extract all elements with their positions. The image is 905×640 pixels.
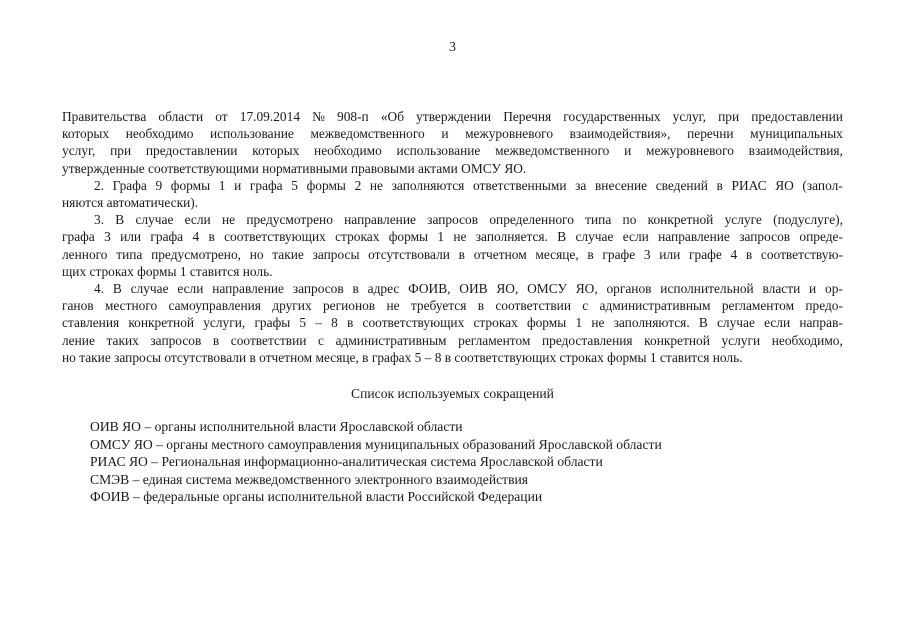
word: сведений <box>655 177 708 193</box>
word: 9 <box>155 177 163 193</box>
word: соответствую- <box>760 246 843 262</box>
word: если <box>184 212 211 228</box>
word: 1 <box>575 315 583 331</box>
word: определенного <box>489 212 574 228</box>
text-line <box>62 314 843 331</box>
text-line <box>62 142 843 159</box>
body-text <box>62 108 843 366</box>
word: регионов <box>322 298 376 314</box>
abbreviation-item: РИАС ЯО – Региональная информационно-аналитическая система Ярославской области <box>90 454 603 470</box>
word: ЯО, <box>575 281 598 297</box>
word: и <box>809 281 817 297</box>
word: с <box>318 332 324 348</box>
word: ление <box>62 332 95 348</box>
word: и <box>441 126 449 142</box>
word: «Об <box>380 109 405 124</box>
word: конкретной <box>644 332 710 348</box>
word: при <box>718 109 740 124</box>
word: Перечня <box>503 109 552 124</box>
word: с <box>582 298 589 314</box>
word: № <box>312 109 325 124</box>
word: графе <box>689 246 722 262</box>
word: в <box>587 246 594 262</box>
word: самоуправления <box>168 298 261 314</box>
word: или <box>659 246 681 262</box>
word: графы <box>254 315 291 331</box>
word: соответствующих <box>224 229 326 245</box>
paragraph-3 <box>62 211 843 280</box>
word: случае <box>130 281 169 297</box>
word: не <box>369 177 384 193</box>
word: предоставлении <box>145 143 238 159</box>
word: не <box>591 315 605 331</box>
word: направление <box>658 229 730 245</box>
paragraph-1 <box>62 108 843 177</box>
text-line <box>62 246 843 263</box>
word: запросы <box>312 246 360 262</box>
abbreviations-heading: Список используемых сокращений <box>351 386 554 401</box>
word: перечни <box>687 126 734 142</box>
abbreviation-item: ОМСУ ЯО – органы местного самоуправления муниципальных образований Ярославской области <box>90 436 662 452</box>
paragraph-2 <box>62 177 843 211</box>
word: 4 <box>192 229 200 245</box>
word: услуг, <box>672 109 707 124</box>
text-line <box>62 108 843 125</box>
word: в <box>716 177 723 193</box>
word: услуг, <box>62 143 96 159</box>
word: регламентом <box>458 332 531 348</box>
text-line <box>62 211 843 228</box>
word: услуги <box>721 332 761 348</box>
word: услуге <box>724 212 762 228</box>
paragraph-4 <box>62 280 843 366</box>
word: необходимо, <box>771 332 843 348</box>
word: 3 <box>104 229 111 245</box>
word: заполняются. <box>613 315 690 331</box>
word: Правительства <box>62 109 147 124</box>
word: не <box>386 298 400 314</box>
word: (подуслуге), <box>773 212 843 228</box>
word: ганов <box>62 298 94 314</box>
word: типа <box>585 212 612 228</box>
word: использование <box>396 143 481 159</box>
text-line: няются автоматически). <box>62 195 199 211</box>
word: В <box>115 212 125 228</box>
word: 4 <box>730 246 738 262</box>
word: ФОИВ, <box>408 281 451 297</box>
word: 17.09.2014 <box>239 109 301 124</box>
word: предо- <box>805 298 843 314</box>
word: требуется <box>410 298 467 314</box>
word: регламентом <box>721 298 795 314</box>
word: межуровневого <box>465 126 554 142</box>
text-line <box>62 125 843 142</box>
word: органов <box>606 281 652 297</box>
word: предоставления <box>541 332 633 348</box>
word: соответствующих <box>362 315 465 331</box>
word: в <box>458 246 465 262</box>
word: формы <box>170 177 211 193</box>
word: ответственными <box>472 177 567 193</box>
word: 5 <box>291 177 298 193</box>
word: в <box>352 281 359 297</box>
word: других <box>272 298 312 314</box>
word: ставления <box>62 315 120 331</box>
word: и <box>234 177 242 193</box>
word: (запол- <box>802 177 843 193</box>
word: и <box>624 143 632 159</box>
word: направление <box>344 212 416 228</box>
word: межведомственного <box>495 143 610 159</box>
word: графа <box>249 177 283 193</box>
text-line <box>62 280 843 297</box>
word: за <box>575 177 587 193</box>
word: строках <box>335 229 380 245</box>
word: В <box>112 281 122 297</box>
word: случае <box>575 229 614 245</box>
word: 2 <box>354 177 362 193</box>
word: запросов <box>150 332 202 348</box>
word: заполняется. <box>475 229 548 245</box>
word: В <box>698 315 708 331</box>
word: ЯО <box>775 177 794 193</box>
word: межведомственного <box>310 126 425 142</box>
word: 4. <box>94 281 105 297</box>
word: исполнительной <box>660 281 754 297</box>
word: 3 <box>643 246 651 262</box>
word: запросов <box>292 281 344 297</box>
word: графа <box>150 229 184 245</box>
abbreviation-item: ФОИВ – федеральные органы исполнительной власти Российской Федерации <box>90 489 543 505</box>
word: формы <box>388 229 429 245</box>
word: такие <box>272 246 304 262</box>
word: ОИВ <box>459 281 488 297</box>
word: 8 <box>331 315 338 331</box>
word: 1 <box>218 177 226 193</box>
word: необходимо <box>125 126 194 142</box>
word: случае <box>716 315 755 331</box>
word: конкретной <box>128 315 195 331</box>
word: взаимодействия», <box>569 126 671 142</box>
word: предоставлении <box>751 109 843 124</box>
word: или <box>120 229 142 245</box>
word: В <box>557 229 567 245</box>
word: конкретной <box>647 212 714 228</box>
word: ОМСУ <box>527 281 567 297</box>
word: – <box>315 315 322 331</box>
text-line: утвержденные соответствующими нормативными правовыми актами ОМСУ ЯО. <box>62 160 527 176</box>
word: государственных <box>563 109 661 124</box>
text-line <box>62 177 843 194</box>
word: в <box>477 298 485 314</box>
word: адрес <box>367 281 400 297</box>
word: местного <box>104 298 158 314</box>
word: которых <box>252 143 300 159</box>
word: графе <box>602 246 636 262</box>
word: по <box>622 212 637 228</box>
word: 2. <box>94 177 105 193</box>
word: если <box>764 315 791 331</box>
word: которых <box>62 126 110 142</box>
word: от <box>215 109 228 124</box>
word: внесение <box>594 177 648 193</box>
word: муниципальных <box>750 126 843 142</box>
word: предусмотрено <box>246 212 333 228</box>
word: области <box>158 109 204 124</box>
word: в <box>745 246 753 262</box>
word: утверждении <box>416 109 492 124</box>
word: межуровневого <box>645 143 734 159</box>
word: 5 <box>299 315 307 331</box>
word: услуги, <box>203 315 246 331</box>
word: опреде- <box>799 229 843 245</box>
word: предусмотрено, <box>151 246 241 262</box>
word: 1 <box>437 229 445 245</box>
word: направ- <box>799 315 843 331</box>
word: месяце, <box>535 246 579 262</box>
word: таких <box>106 332 139 348</box>
word: при <box>110 143 132 159</box>
word: 3. <box>94 212 105 228</box>
word: административным <box>335 332 447 348</box>
word: не <box>221 212 236 228</box>
word: если <box>622 229 649 245</box>
word: формы <box>306 177 346 193</box>
word: направление <box>212 281 284 297</box>
word: Графа <box>112 177 147 193</box>
word: соответствии <box>495 298 571 314</box>
word: типа <box>116 246 143 262</box>
word: административным <box>599 298 711 314</box>
word: случае <box>135 212 174 228</box>
word: взаимодействия, <box>748 143 843 159</box>
word: если <box>177 281 204 297</box>
text-line: щих строках формы 1 ставится ноль. <box>62 263 273 279</box>
word: в <box>212 332 220 348</box>
word: но <box>249 246 264 262</box>
word: ленного <box>62 246 108 262</box>
word: ЯО, <box>496 281 519 297</box>
word: отчетном <box>473 246 527 262</box>
word: запросов <box>427 212 479 228</box>
text-line: но такие запросы отсутствовали в отчетном месяце, в графах 5 – 8 в соответствующих строках формы 1 ставится ноль. <box>62 349 743 365</box>
word: формы <box>526 315 567 331</box>
word: отсутствовали <box>368 246 450 262</box>
page-number: 3 <box>449 40 456 55</box>
abbreviation-item: СМЭВ – единая система межведомственного электронного взаимодействия <box>90 471 529 487</box>
text-line <box>62 228 843 245</box>
word: 908-п <box>337 109 369 124</box>
word: власти <box>762 281 801 297</box>
abbreviations-list <box>90 418 662 506</box>
word: соответствии <box>230 332 307 348</box>
abbreviation-item: ОИВ ЯО – органы исполнительной власти Ярославской области <box>90 419 463 434</box>
word: строках <box>473 315 518 331</box>
text-line <box>62 297 843 314</box>
word: РИАС <box>731 177 767 193</box>
text-line <box>62 332 843 349</box>
word: ор- <box>825 281 843 297</box>
word: в <box>347 315 354 331</box>
word: не <box>453 229 467 245</box>
word: заполняются <box>391 177 465 193</box>
word: необходимо <box>314 143 382 159</box>
word: в <box>208 229 215 245</box>
word: использование <box>210 126 294 142</box>
word: запросов <box>739 229 791 245</box>
word: графа <box>62 229 95 245</box>
